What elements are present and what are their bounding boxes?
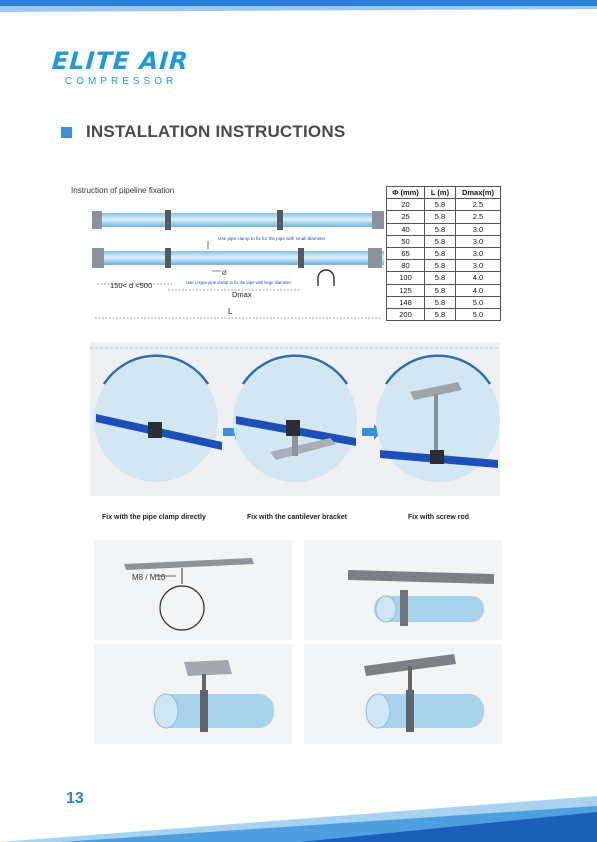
table-cell: 5.8 [425,199,456,211]
table-cell: 5.8 [425,296,456,308]
column-header: L (m) [425,187,456,199]
table-cell: 5.8 [425,235,456,247]
cantilever-bracket-illustration [233,356,357,482]
pipe-clamp [277,210,283,230]
table-cell: 3.0 [456,223,501,235]
table-row [387,284,501,296]
length-label: L [228,307,233,316]
table-row [387,247,501,259]
screw-rod-illustration [376,356,500,482]
pipe-joint [372,211,384,229]
large-diameter-label: Use U-type pipe clamp to fix the pipe with large diameter [186,280,291,285]
table-row [387,223,501,235]
table-cell: 40 [387,223,425,235]
table-cell: 125 [387,284,425,296]
table-cell: 4.0 [456,284,501,296]
table-cell: 5.8 [425,308,456,320]
table-cell: 3.0 [456,260,501,272]
pipe-clamp [165,248,171,268]
top-decorative-band [0,0,597,14]
section-bullet [61,127,72,138]
pipe-joint [92,211,102,229]
table-cell: 5.8 [425,260,456,272]
pipe-joint [92,248,104,268]
brand-name: ELITE AIR [51,47,190,75]
fix-label-screw-rod: Fix with screw rod [408,514,470,521]
ring-clamp-photo [94,540,292,640]
table-cell: 5.8 [425,247,456,259]
table-cell: 25 [387,211,425,223]
table-cell: 80 [387,260,425,272]
upper-pipe [92,213,384,227]
table-row [387,199,501,211]
table-cell: 20 [387,199,425,211]
lower-pipe [92,251,384,265]
table-cell: 5.0 [456,296,501,308]
fixing-methods-illustration [90,342,500,496]
table-cell: 50 [387,235,425,247]
table-header-row [387,187,501,199]
table-row [387,260,501,272]
table-row [387,235,501,247]
table-cell: 100 [387,272,425,284]
u-clamp-icon [318,270,334,286]
brand-subtitle: COMPRESSOR [65,76,178,87]
table-cell: 5.0 [456,308,501,320]
column-header: Φ (mm) [387,187,425,199]
rod-clamp-photo [304,644,502,744]
table-row [387,308,501,320]
section-title: INSTALLATION INSTRUCTIONS [86,122,346,141]
table-cell: 3.0 [456,235,501,247]
table-cell: 2.5 [456,199,501,211]
table-row [387,211,501,223]
table-cell: 2.5 [456,211,501,223]
bracket-clamp-photo [94,644,292,744]
table-cell: 148 [387,296,425,308]
table-cell: 3.0 [456,247,501,259]
column-header: Dmax(m) [456,187,501,199]
distance-label: 150< d <500 [110,281,153,290]
pipeline-fixation-diagram [90,196,386,322]
pipe-joint [368,248,382,268]
pipeline-caption: Instruction of pipeline fixation [71,186,175,195]
channel-clamp-photo [304,540,502,640]
table-cell: 5.8 [425,272,456,284]
page-number: 13 [66,790,84,807]
brand-logo [52,48,189,87]
table-cell: 200 [387,308,425,320]
table-cell: 5.8 [425,223,456,235]
thread-size-label: M8 / M10 [132,573,166,582]
table-cell: 5.8 [425,284,456,296]
fix-label-pipe-clamp: Fix with the pipe clamp directly [102,514,206,521]
table-cell: 5.8 [425,211,456,223]
fix-label-cantilever: Fix with the cantilever bracket [247,514,347,521]
small-diameter-label: Use pipe clamp to fix for the pipe with small diameter [218,236,326,241]
table-cell: 65 [387,247,425,259]
pipe-clamp [298,248,304,268]
pipe-spec-table [386,186,501,321]
bottom-decorative-band [0,776,597,842]
dmax-label: Dmax [232,290,252,299]
pipe-clamp [165,210,171,230]
table-row [387,296,501,308]
table-row [387,272,501,284]
table-cell: 4.0 [456,272,501,284]
phi-label: Ø [222,271,227,277]
